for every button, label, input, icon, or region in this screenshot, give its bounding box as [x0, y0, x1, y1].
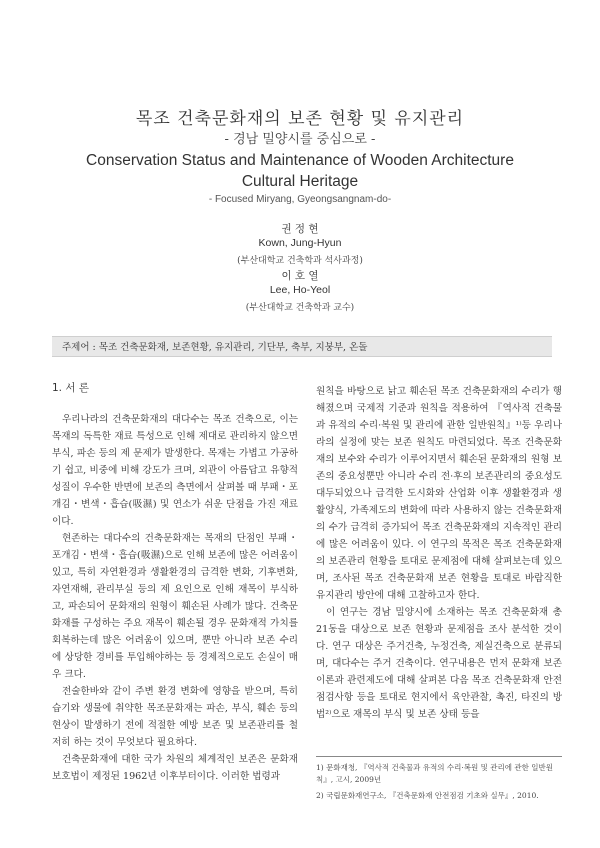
section-heading-introduction: 1. 서 론 — [52, 382, 89, 394]
author-2-affiliation: (부산대학교 건축학과 교수) — [245, 303, 355, 313]
paper-title-korean: 목조 건축문화재의 보존 현황 및 유지관리 — [135, 109, 465, 129]
paper-title-english: Conservation Status and Maintenance of Wooden Architecture Cultural Heritage — [86, 152, 514, 190]
paragraph: 우리나라의 건축문화재의 대다수는 목조 건축으로, 이는 목재의 독특한 재료 특성으로 인해 제대로 관리하지 않으면 부식, 파손 등의 제 문제가 발생한다. 목재는 가볍고 가공하기 쉽고, 비중에 비해 강도가 크며, 외관이 아름답고 유향적 성질이 우수한 반면에 보존의 측면에서 살펴볼 때 부패・포개김・변색・흡습(吸濕) 및 연소가 쉬운 단점을 가진 재료이다. — [52, 414, 298, 527]
author-2-name-english: Lee, Ho-Yeol — [269, 284, 331, 296]
paragraph: 건축문화재에 대한 국가 차원의 체계적인 보존은 문화재보호법이 제정된 1962년 이후부터이다. 이러한 법령과 — [52, 754, 298, 782]
paper-subtitle-korean: - 경남 밀양시를 중심으로 - — [224, 132, 376, 147]
paragraph: 전술한바와 같이 주변 환경 변화에 영향을 받으며, 특히 습기와 생물에 취약한 목조문화재는 파손, 부식, 훼손 등의 현상이 발생하기 전에 적절한 예방 보존 및 보존관리를 철저히 하는 것이 무엇보다 필요하다. — [52, 686, 298, 748]
footnote-1: 1) 문화재청, 『역사적 건축물과 유적의 수리·복원 및 관리에 관한 일반원칙』, 고시, 2009년 — [316, 763, 554, 784]
paper-subtitle-english: - Focused Miryang, Gyeongsangnam-do- — [208, 194, 392, 205]
footnotes — [316, 762, 562, 806]
author-2-name-korean: 이 호 열 — [281, 270, 319, 282]
author-1-name-english: Kown, Jung-Hyun — [258, 237, 342, 249]
paragraph: 이 연구는 경남 밀양시에 소재하는 목조 건축문화재 총 21동을 대상으로 보존 현황과 문제점을 조사 분석한 것이다. 연구 대상은 주거건축, 누정건축, 제실건축으로 분류되며, 대다수는 주거 건축이다. 연구내용은 먼저 문화재 보존 이론과 관련제도에 대해 살펴본 다음 목조 건축문화재 안전점검사항 등을 토대로 현지에서 육안관찰, 촉진, 타진의 방법²⁾으로 재목의 부식 및 보존 상태 등을 — [316, 607, 562, 720]
left-column — [52, 380, 298, 785]
paragraph: 원칙을 바탕으로 낡고 훼손된 목조 건축문화재의 수리가 행해졌으며 국제적 기준과 원칙을 적용하여 『역사적 건축물과 유적의 수리·복원 및 관리에 관한 일반원칙』¹⁾등 우리나라의 실정에 맞는 보존 원칙도 마련되었다. 목조 건축문화재의 보수와 수리가 이루어지면서 훼손된 문화재의 원형 보존의 중요성뿐만 아니라 수리 전·후의 보존관리의 중요성도 대두되었으나 급격한 도시화와 산업화 이후 생활환경과 생활양식, 가족제도의 변화에 따라 사용하지 않는 건축문화재의 수가 급격히 증가되어 목조 건축문화재의 지속적인 관리에 많은 어려움이 있다. 이 연구의 목적은 목조 건축문화재의 보존관리 현황을 토대로 문제점에 대해 살펴보는데 있으며, 조사된 목조 건축문화재 보존 현황을 토대로 바람직한 유지관리 방안에 대해 고찰하고자 한다. — [316, 386, 562, 601]
footnote-2: 2) 국립문화재연구소, 『건축문화재 안전점검 기초와 실무』, 2010. — [316, 791, 539, 800]
footnote-divider — [316, 756, 562, 757]
author-1-affiliation: (부산대학교 건축학과 석사과정) — [237, 256, 363, 266]
keywords-bar: 주제어 : 목조 건축문화재, 보존현황, 유지관리, 기단부, 축부, 지붕부, 온돌 — [52, 336, 552, 357]
paragraph: 현존하는 대다수의 건축문화재는 목재의 단점인 부패・포개김・변색・흡습(吸濕)으로 인해 보존에 많은 어려움이 있고, 특히 자연환경과 생활환경의 급격한 변화, 기후변화, 자연재해, 관리부실 등의 제 요인으로 인해 재목이 부식하고, 파손되어 문화재의 원형이 훼손된 사례가 많다. 건축문화재를 구성하는 주요 재목이 훼손될 경우 문화재적 가치를 회복하는데 많은 어려움이 있으며, 뿐만 아니라 보존 수리에 상당한 경비를 투입해야하는 등 경제적으로도 손실이 매우 크다. — [52, 533, 298, 680]
author-1-name-korean: 권 정 현 — [281, 223, 319, 235]
right-column — [316, 383, 562, 723]
